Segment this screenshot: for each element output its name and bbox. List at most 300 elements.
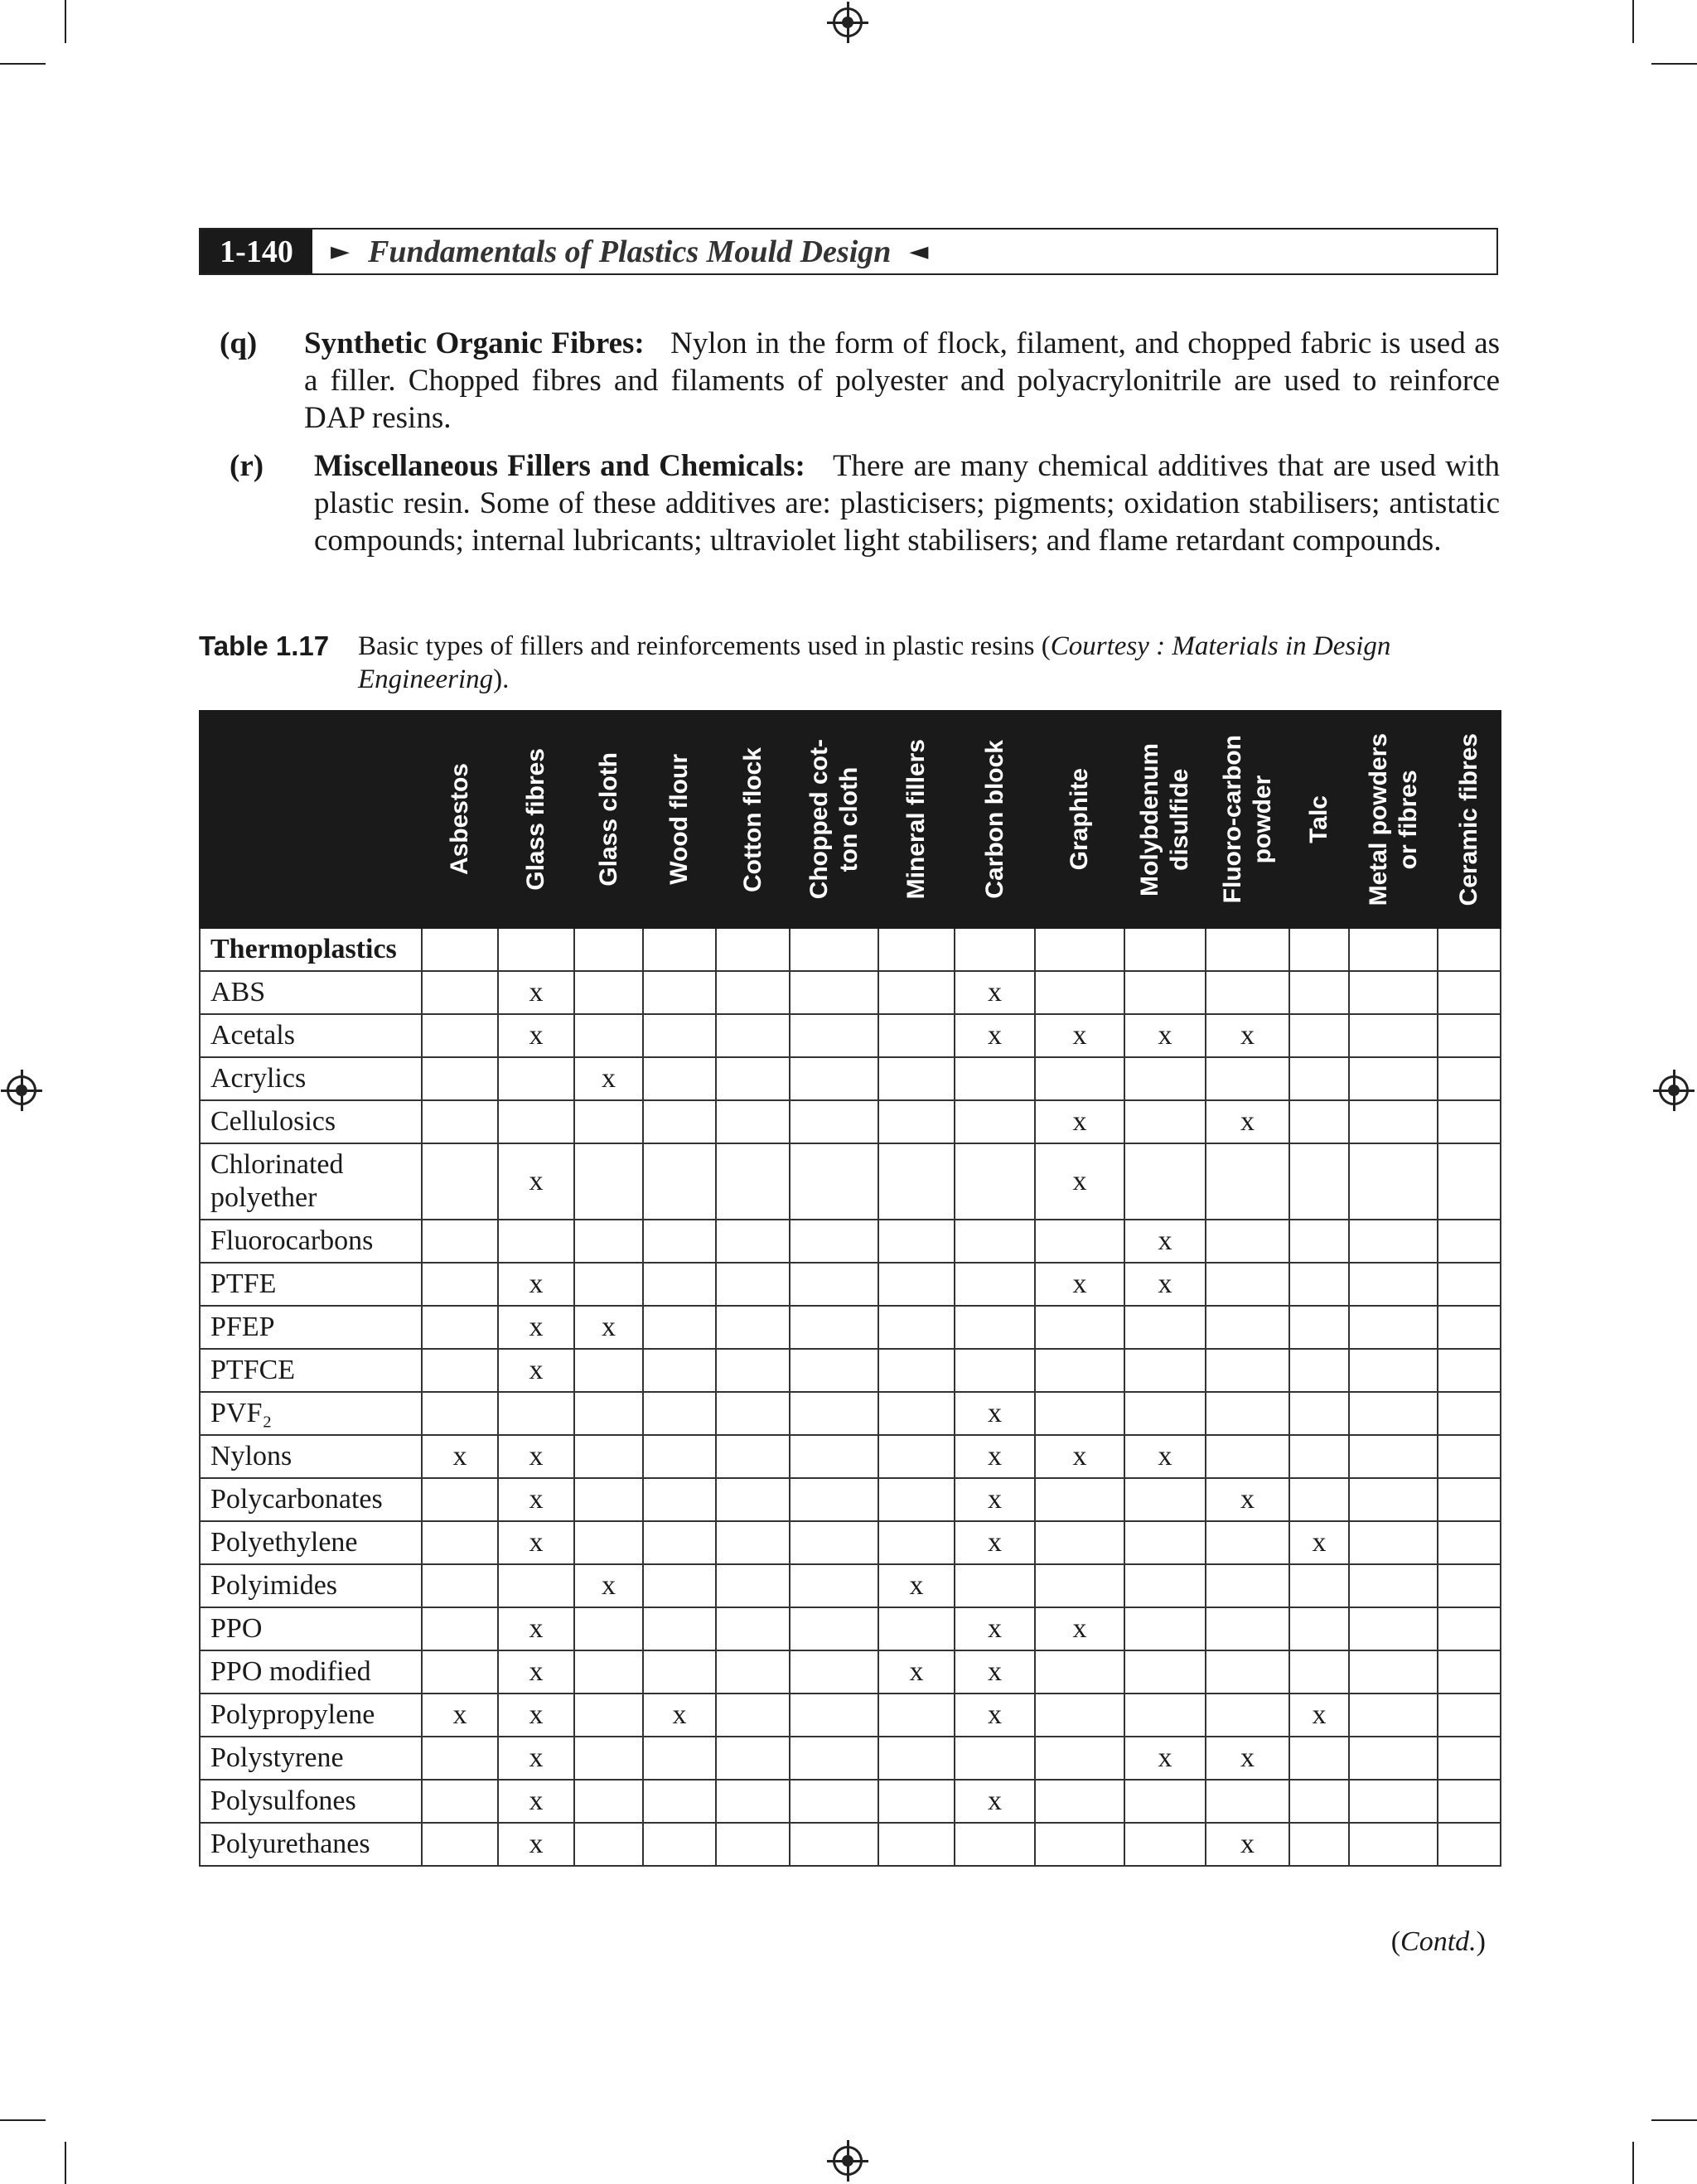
column-header-label: Asbestos [446, 763, 473, 876]
material-name: Polycarbonates [200, 1478, 422, 1521]
mark-cell: x [878, 1564, 955, 1607]
mark-cell [1124, 1564, 1206, 1607]
table-row [200, 1392, 1501, 1435]
mark-cell [1349, 1263, 1438, 1306]
column-header-label: Glass cloth [594, 752, 622, 887]
mark-cell [1124, 1349, 1206, 1392]
mark-cell [1035, 1564, 1124, 1607]
mark-cell [790, 1521, 878, 1564]
mark-cell: x [498, 1143, 574, 1220]
mark-cell [716, 1057, 790, 1100]
mark-cell [1124, 1823, 1206, 1866]
table-row [200, 1694, 1501, 1737]
mark-cell [1349, 971, 1438, 1014]
mark-cell [498, 1100, 574, 1143]
mark-cell: x [643, 1694, 716, 1737]
mark-cell [1124, 1143, 1206, 1220]
mark-cell [1289, 1220, 1349, 1263]
column-header [1206, 711, 1289, 928]
caption-courtesy: Courtesy : Materials in Design Engineering [358, 631, 1391, 694]
mark-cell [643, 1220, 716, 1263]
mark-cell [1438, 1143, 1501, 1220]
mark-cell [1206, 1607, 1289, 1650]
book-title: Fundamentals of Plastics Mould Design [368, 234, 892, 269]
mark-cell [498, 1057, 574, 1100]
mark-cell [1206, 1564, 1289, 1607]
mark-cell [1206, 1694, 1289, 1737]
mark-cell [1438, 1564, 1501, 1607]
mark-cell [422, 1100, 498, 1143]
material-name: ABS [200, 971, 422, 1014]
mark-cell [1206, 971, 1289, 1014]
mark-cell [790, 1823, 878, 1866]
mark-cell [716, 1392, 790, 1435]
column-header [498, 711, 574, 928]
mark-cell: x [498, 1650, 574, 1694]
table-cell [790, 928, 878, 971]
mark-cell [1289, 1349, 1349, 1392]
mark-cell [1438, 1521, 1501, 1564]
mark-cell [643, 1564, 716, 1607]
mark-cell: x [1206, 1100, 1289, 1143]
mark-cell [422, 1564, 498, 1607]
mark-cell [498, 1220, 574, 1263]
mark-cell [574, 1823, 643, 1866]
mark-cell: x [955, 1392, 1035, 1435]
mark-cell [1035, 1780, 1124, 1823]
mark-cell: x [422, 1435, 498, 1478]
mark-cell [1289, 1306, 1349, 1349]
mark-cell [790, 1143, 878, 1220]
registration-mark-icon [833, 2146, 863, 2176]
mark-cell [716, 1823, 790, 1866]
mark-cell [1349, 1014, 1438, 1057]
column-header-label: Glass fibres [522, 748, 549, 891]
mark-cell [1124, 1780, 1206, 1823]
table-cell [498, 928, 574, 971]
section-label: Thermoplastics [200, 928, 422, 971]
mark-cell [790, 1607, 878, 1650]
mark-cell [1035, 1694, 1124, 1737]
mark-cell [955, 1143, 1035, 1220]
mark-cell [1035, 1392, 1124, 1435]
mark-cell [1035, 1823, 1124, 1866]
mark-cell [643, 1478, 716, 1521]
mark-cell [716, 1143, 790, 1220]
table-cell [955, 928, 1035, 971]
mark-cell [1289, 971, 1349, 1014]
mark-cell [1349, 1780, 1438, 1823]
crop-mark [65, 0, 66, 43]
mark-cell [716, 971, 790, 1014]
mark-cell [716, 1306, 790, 1349]
mark-cell [643, 1607, 716, 1650]
mark-cell [955, 1263, 1035, 1306]
mark-cell [790, 1737, 878, 1780]
mark-cell [716, 1014, 790, 1057]
mark-cell [1289, 1435, 1349, 1478]
mark-cell [643, 1392, 716, 1435]
mark-cell [878, 1220, 955, 1263]
material-name: Nylons [200, 1435, 422, 1478]
crop-mark [1651, 2119, 1697, 2121]
mark-cell [1206, 1392, 1289, 1435]
table-cell [1124, 928, 1206, 971]
column-header-label: Metal powders or fibres [1364, 732, 1422, 906]
mark-cell [1035, 1650, 1124, 1694]
table-cell [574, 928, 643, 971]
crop-mark [65, 2142, 66, 2184]
crop-mark [1632, 0, 1634, 43]
mark-cell: x [498, 1737, 574, 1780]
item-text [304, 325, 1500, 437]
column-header-label: Molybdenum disulfide [1136, 742, 1193, 896]
table-row [200, 1737, 1501, 1780]
mark-cell: x [574, 1057, 643, 1100]
mark-cell [878, 1478, 955, 1521]
mark-cell [878, 1143, 955, 1220]
mark-cell [574, 1650, 643, 1694]
mark-cell [574, 1392, 643, 1435]
mark-cell [1289, 1263, 1349, 1306]
table-row [200, 971, 1501, 1014]
mark-cell [1438, 971, 1501, 1014]
material-name: PFEP [200, 1306, 422, 1349]
mark-cell [574, 1220, 643, 1263]
table-row [200, 1823, 1501, 1866]
mark-cell: x [498, 971, 574, 1014]
mark-cell [878, 1694, 955, 1737]
material-name: PPO modified [200, 1650, 422, 1694]
mark-cell [716, 1521, 790, 1564]
mark-cell [790, 1392, 878, 1435]
mark-cell [878, 971, 955, 1014]
mark-cell [1349, 1521, 1438, 1564]
column-header [955, 711, 1035, 928]
mark-cell: x [1124, 1014, 1206, 1057]
table-cell [716, 928, 790, 971]
section-row [200, 928, 1501, 971]
continued-note: (Contd.) [1390, 1926, 1486, 1957]
mark-cell [422, 1014, 498, 1057]
mark-cell [878, 1823, 955, 1866]
page-number: 1-140 [201, 230, 312, 273]
mark-cell [422, 1349, 498, 1392]
mark-cell [716, 1435, 790, 1478]
column-header [422, 711, 498, 928]
mark-cell [422, 1306, 498, 1349]
mark-cell [1438, 1220, 1501, 1263]
registration-mark-icon [7, 1075, 36, 1105]
material-name: Polyimides [200, 1564, 422, 1607]
mark-cell [1289, 1057, 1349, 1100]
mark-cell [422, 1143, 498, 1220]
mark-cell [574, 1143, 643, 1220]
mark-cell [1349, 1306, 1438, 1349]
item-heading: Synthetic Organic Fibres: [304, 326, 645, 360]
mark-cell [1124, 1100, 1206, 1143]
mark-cell [1349, 1349, 1438, 1392]
mark-cell [574, 1694, 643, 1737]
mark-cell [422, 1521, 498, 1564]
item-body: There are many chemical additives that are used with plastic resin. Some of these additives are: plasticisers; pigments; oxidation stabilisers; antistatic compounds; internal lubricants; ultraviolet light stabilisers; and flame retardant compounds. [314, 449, 1500, 558]
table-row [200, 1100, 1501, 1143]
column-header-label: Wood flour [665, 754, 693, 885]
mark-cell [1289, 1478, 1349, 1521]
mark-cell [878, 1306, 955, 1349]
mark-cell [1438, 1014, 1501, 1057]
item-heading: Miscellaneous Fillers and Chemicals: [314, 449, 805, 483]
mark-cell [1206, 1650, 1289, 1694]
mark-cell [1124, 1478, 1206, 1521]
paragraph-q [220, 325, 1500, 437]
mark-cell [1349, 1737, 1438, 1780]
mark-cell [1035, 1521, 1124, 1564]
mark-cell [422, 1650, 498, 1694]
mark-cell [1124, 1694, 1206, 1737]
mark-cell [643, 1100, 716, 1143]
mark-cell [1438, 1823, 1501, 1866]
mark-cell [1289, 1014, 1349, 1057]
mark-cell: x [498, 1435, 574, 1478]
mark-cell: x [498, 1349, 574, 1392]
table-row [200, 1780, 1501, 1823]
mark-cell [790, 1306, 878, 1349]
mark-cell [878, 1435, 955, 1478]
mark-cell [643, 1306, 716, 1349]
mark-cell [643, 1780, 716, 1823]
mark-cell [574, 1478, 643, 1521]
mark-cell [1349, 1435, 1438, 1478]
mark-cell [878, 1737, 955, 1780]
mark-cell [643, 1014, 716, 1057]
mark-cell [1289, 1392, 1349, 1435]
material-name: Fluorocarbons [200, 1220, 422, 1263]
mark-cell [643, 1521, 716, 1564]
mark-cell [422, 1392, 498, 1435]
caption-end: ). [493, 664, 510, 694]
mark-cell [1124, 1607, 1206, 1650]
mark-cell [790, 1650, 878, 1694]
table-row [200, 1435, 1501, 1478]
mark-cell [790, 1478, 878, 1521]
mark-cell [878, 1521, 955, 1564]
mark-cell [498, 1392, 574, 1435]
mark-cell: x [1124, 1737, 1206, 1780]
column-header-label: Talc [1305, 795, 1332, 843]
mark-cell [955, 1100, 1035, 1143]
mark-cell: x [1124, 1220, 1206, 1263]
mark-cell [790, 1014, 878, 1057]
column-header [1124, 711, 1206, 928]
table-caption [199, 630, 1500, 696]
table-cell [422, 928, 498, 971]
table-cell [1206, 928, 1289, 971]
mark-cell [422, 1478, 498, 1521]
mark-cell [790, 1694, 878, 1737]
mark-cell [574, 1263, 643, 1306]
mark-cell [1438, 1057, 1501, 1100]
table-cell [1349, 928, 1438, 971]
caption-text [358, 630, 1500, 696]
mark-cell [1438, 1263, 1501, 1306]
mark-cell: x [1035, 1014, 1124, 1057]
mark-cell [643, 1435, 716, 1478]
mark-cell [574, 1435, 643, 1478]
mark-cell [716, 1694, 790, 1737]
mark-cell [878, 1392, 955, 1435]
mark-cell [1124, 1057, 1206, 1100]
mark-cell: x [1035, 1263, 1124, 1306]
mark-cell [878, 1607, 955, 1650]
mark-cell [1124, 1521, 1206, 1564]
mark-cell [574, 1521, 643, 1564]
mark-cell: x [955, 1521, 1035, 1564]
mark-cell: x [955, 971, 1035, 1014]
mark-cell [1349, 1694, 1438, 1737]
mark-cell: x [1206, 1823, 1289, 1866]
table-row [200, 1478, 1501, 1521]
mark-cell [422, 1780, 498, 1823]
mark-cell: x [498, 1306, 574, 1349]
material-name: PTFCE [200, 1349, 422, 1392]
mark-cell [1035, 1306, 1124, 1349]
mark-cell [643, 1650, 716, 1694]
mark-cell [643, 1349, 716, 1392]
column-header-label: Mineral fillers [902, 739, 930, 900]
fillers-table [199, 710, 1501, 1867]
mark-cell [1289, 1100, 1349, 1143]
mark-cell: x [498, 1478, 574, 1521]
table-row [200, 1220, 1501, 1263]
mark-cell [790, 1057, 878, 1100]
mark-cell [1289, 1780, 1349, 1823]
mark-cell [1349, 1100, 1438, 1143]
mark-cell [716, 1263, 790, 1306]
registration-mark-icon [1659, 1075, 1689, 1105]
table-row [200, 1349, 1501, 1392]
material-name: Cellulosics [200, 1100, 422, 1143]
crop-mark [1632, 2142, 1634, 2184]
mark-cell [1206, 1521, 1289, 1564]
mark-cell: x [1035, 1143, 1124, 1220]
mark-cell: x [498, 1607, 574, 1650]
mark-cell [1438, 1694, 1501, 1737]
material-name: PVF₂ [200, 1392, 422, 1435]
column-header-label: Carbon block [980, 740, 1008, 899]
material-name: PTFE [200, 1263, 422, 1306]
mark-cell: x [1206, 1737, 1289, 1780]
mark-cell [1349, 1478, 1438, 1521]
mark-cell [790, 1564, 878, 1607]
mark-cell [955, 1306, 1035, 1349]
mark-cell [1289, 1143, 1349, 1220]
mark-cell: x [498, 1694, 574, 1737]
mark-cell [643, 1823, 716, 1866]
mark-cell [1035, 1220, 1124, 1263]
mark-cell [878, 1014, 955, 1057]
mark-cell [790, 1100, 878, 1143]
table-row [200, 1263, 1501, 1306]
mark-cell [1438, 1392, 1501, 1435]
arrow-left-icon: ◄ [909, 237, 929, 266]
mark-cell: x [1124, 1263, 1206, 1306]
mark-cell [498, 1564, 574, 1607]
mark-cell [1124, 1306, 1206, 1349]
mark-cell [643, 971, 716, 1014]
mark-cell [1438, 1650, 1501, 1694]
mark-cell [1349, 1143, 1438, 1220]
item-label: (q) [220, 326, 258, 360]
mark-cell: x [498, 1014, 574, 1057]
crop-mark [0, 2119, 46, 2121]
item-text [314, 447, 1500, 559]
crop-mark [0, 63, 46, 65]
column-header [716, 711, 790, 928]
column-header [1349, 711, 1438, 928]
material-name: Polypropylene [200, 1694, 422, 1737]
mark-cell [1035, 1349, 1124, 1392]
column-header [1035, 711, 1124, 928]
mark-cell: x [574, 1564, 643, 1607]
mark-cell [1438, 1349, 1501, 1392]
table-row [200, 1014, 1501, 1057]
table-cell [1035, 928, 1124, 971]
mark-cell [1438, 1478, 1501, 1521]
mark-cell [574, 1100, 643, 1143]
mark-cell [1035, 1057, 1124, 1100]
mark-cell [878, 1780, 955, 1823]
table-cell [643, 928, 716, 971]
mark-cell [878, 1057, 955, 1100]
mark-cell [422, 971, 498, 1014]
table-row [200, 1521, 1501, 1564]
crop-mark [1651, 63, 1697, 65]
caption-body: Basic types of fillers and reinforcements used in plastic resins ( [358, 631, 1051, 661]
mark-cell [1438, 1306, 1501, 1349]
mark-cell: x [1035, 1607, 1124, 1650]
header-blank [200, 711, 422, 928]
mark-cell: x [1035, 1100, 1124, 1143]
table-cell [1438, 928, 1501, 971]
mark-cell [716, 1737, 790, 1780]
mark-cell [1349, 1607, 1438, 1650]
mark-cell [716, 1607, 790, 1650]
mark-cell [574, 1607, 643, 1650]
mark-cell [1289, 1650, 1349, 1694]
column-header [1438, 711, 1501, 928]
mark-cell [1206, 1143, 1289, 1220]
material-name: Chlorinated polyether [200, 1143, 422, 1220]
mark-cell [1206, 1306, 1289, 1349]
mark-cell [790, 971, 878, 1014]
column-header [643, 711, 716, 928]
mark-cell [1289, 1607, 1349, 1650]
material-name: Acrylics [200, 1057, 422, 1100]
mark-cell [422, 1057, 498, 1100]
mark-cell: x [498, 1263, 574, 1306]
mark-cell [1438, 1607, 1501, 1650]
mark-cell [422, 1607, 498, 1650]
mark-cell [1349, 1823, 1438, 1866]
mark-cell [1349, 1220, 1438, 1263]
mark-cell [422, 1220, 498, 1263]
mark-cell [1289, 1823, 1349, 1866]
arrow-right-icon: ► [331, 237, 351, 266]
mark-cell [1349, 1564, 1438, 1607]
mark-cell: x [878, 1650, 955, 1694]
mark-cell [790, 1349, 878, 1392]
